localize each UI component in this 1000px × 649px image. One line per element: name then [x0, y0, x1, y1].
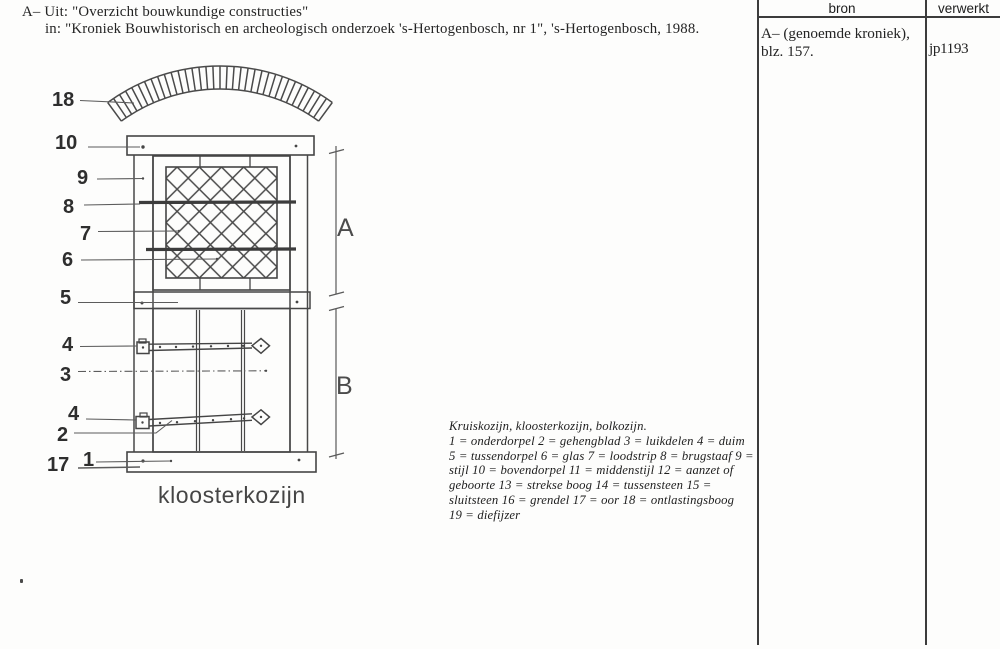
- caption-line: stijl 10 = bovendorpel 11 = middenstijl 12 = aanzet of: [449, 463, 734, 478]
- hinge-strap-lower: [136, 410, 270, 429]
- label-5: 5: [60, 287, 72, 309]
- verwerkt-cell-value: jp1193: [929, 40, 969, 57]
- caption-line: geboorte 13 = strekse boog 14 = tussensteen 15 =: [449, 478, 712, 493]
- dimension-letter-b: B: [336, 372, 353, 400]
- label-10: 10: [55, 132, 78, 154]
- label-18: 18: [52, 89, 75, 111]
- label-9: 9: [77, 167, 89, 189]
- bron-cell-line-2: blz. 157.: [761, 43, 814, 60]
- citation-line-2: in: "Kroniek Bouwhistorisch en archeologisch onderzoek 's-Hertogenbosch, nr 1", 's-Hertogenbosch, 1988.: [45, 21, 700, 37]
- column-header-bron: bron: [828, 1, 856, 16]
- caption-line: Kruiskozijn, kloosterkozijn, bolkozijn.: [449, 419, 647, 433]
- glazed-panel: [153, 156, 290, 290]
- label-17: 17: [47, 454, 70, 476]
- sill-onderdorpel: [127, 452, 316, 472]
- label-8: 8: [63, 196, 75, 218]
- middle-rail-tussendorpel: [134, 292, 310, 309]
- label-3: 3: [60, 364, 72, 386]
- label-4-upper: 4: [62, 334, 74, 356]
- label-6: 6: [62, 249, 74, 271]
- caption-line: 5 = tussendorpel 6 = glas 7 = loodstrip 8 = brugstaaf 9 =: [449, 448, 754, 463]
- arch-voussoir-joints: [108, 66, 333, 121]
- label-1: 1: [83, 449, 95, 471]
- caption-line: 1 = onderdorpel 2 = gehengblad 3 = luikdelen 4 = duim: [449, 433, 745, 448]
- relieving-arch: [108, 66, 333, 121]
- hinge-strap-upper: [137, 339, 270, 354]
- label-2: 2: [57, 424, 69, 446]
- drawing-title: kloosterkozijn: [158, 482, 306, 508]
- dimension-lines: [329, 146, 344, 459]
- lintel-bovendorpel: [127, 136, 314, 155]
- shutter-luikdelen: [153, 309, 290, 453]
- caption-line: sluitsteen 16 = grendel 17 = oor 18 = ontlastingsboog: [449, 492, 735, 507]
- label-4-lower: 4: [68, 403, 80, 425]
- label-7: 7: [80, 223, 92, 245]
- dimension-letter-a: A: [337, 214, 354, 242]
- scan-speck: [20, 579, 23, 583]
- citation-line-1: A– Uit: "Overzicht bouwkundige constructies": [22, 4, 309, 20]
- figure-caption: [449, 419, 755, 523]
- bron-cell-line-1: A– (genoemde kroniek),: [761, 25, 910, 42]
- caption-line: 19 = diefijzer: [449, 507, 521, 522]
- column-header-verwerkt: verwerkt: [937, 1, 989, 16]
